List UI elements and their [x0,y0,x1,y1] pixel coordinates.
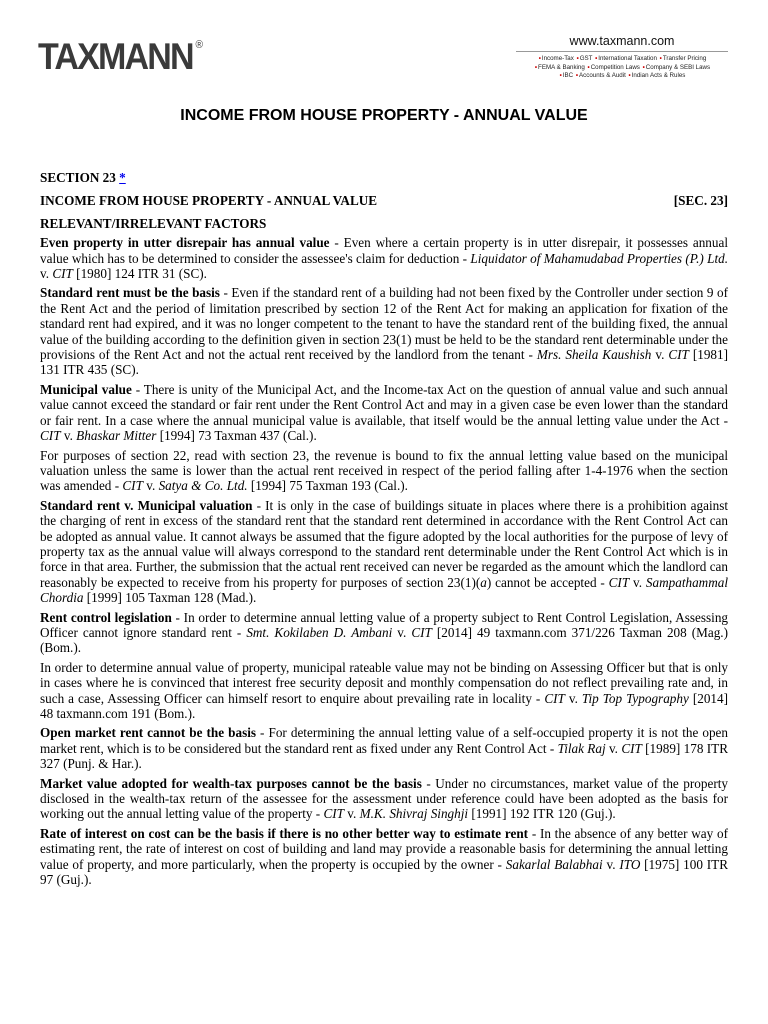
bullet-icon: • [587,63,590,71]
section-footnote-link[interactable]: * [119,170,126,185]
case-party: CIT [411,624,432,640]
citation: [1989] 178 ITR 327 (Punj. & Har.). [40,740,728,772]
practice-area-item: Company & SEBI Laws [645,63,711,71]
para-heading: Market value adopted for wealth-tax purposes cannot be the basis [40,775,422,791]
para-heading: Standard rent v. Municipal valuation [40,497,253,513]
registered-mark: ® [195,39,204,51]
bullet-icon: • [576,55,579,62]
para-text: - In order to determine annual letting value of a property subject to Rent Control Legislation, Assessing Officer cannot ignore standard rent - [40,609,729,640]
para-text: For purposes of section 22, read with section 23, the revenue is bound to fix the annual letting value based on the municipal valuation unless the same is lower than the actual rent received in respect of the period falling after 1-4-1976 when the section was amended - [40,447,728,494]
factors-heading: RELEVANT/IRRELEVANT FACTORS [40,215,267,231]
bullet-icon: • [575,72,579,80]
header-divider [516,51,728,52]
case-party: Mrs. Sheila Kaushish [536,347,652,363]
case-party: CIT [122,478,143,494]
citation: [2014] 48 taxmann.com 191 (Bom.). [40,690,728,721]
case-party: CIT [668,347,689,363]
practice-area-item: IBC [562,72,575,80]
practice-area-item: FEMA & Banking [538,63,587,71]
practice-area-item: International Taxation [598,55,659,62]
para-heading: Municipal value [40,381,132,397]
practice-areas [510,55,734,81]
versus: v. [392,624,412,640]
practice-area-item: Accounts & Audit [579,72,628,80]
paragraph-wealth-tax [40,776,728,822]
citation: [1994] 75 Taxman 193 (Cal.). [247,478,408,494]
para-text: ) cannot be accepted - [486,574,609,590]
versus: v. [629,574,646,590]
bullet-icon: • [595,55,598,62]
taxmann-logo[interactable] [38,36,204,77]
para-text: - It is only in the case of buildings situate in places where there is a prohibition against the charging of rent in excess of the standard rent that the standard rent determined in accordance with the Rent Control Act can be adopted as annual value. It cannot always be assumed that the figure adopted by the local authorities for the purpose of levy of property tax as the annual value will always correspond to the standard rent determinable under the Rent Control Act which is in force in that area. Further, the submission that the actual rent received can never be regarded as the amount which the landlord can reasonably be expected to receive from his property for purposes of section 23(1)( [40,497,728,590]
para-text: - There is unity of the Municipal Act, and the Income-tax Act on the question of annual value and such annual value cannot exceed the standard or fair rent under the Rent Control Act and may in a given case be even lower than the standard or fair rent. In a case where the annual municipal value is available, that itself would be the annual letting value under the Act - [40,381,728,428]
practice-area-item: Income-Tax [541,55,576,62]
citation: [1994] 73 Taxman 437 (Cal.). [156,428,317,444]
case-party: M.K. Shivraj Singhji [359,806,469,822]
case-party: Tip Top Typography [581,690,689,706]
versus: v. [60,428,77,444]
versus: v. [602,856,620,872]
document-body [40,170,728,887]
case-party: Satya & Co. Ltd. [158,478,248,494]
case-party: Bhaskar Mitter [76,428,157,444]
citation: [2014] 49 taxmann.com 371/226 Taxman 208 (Mag.)(Bom.). [40,624,728,656]
paragraph-standard-vs-municipal [40,498,728,606]
section-reference: [SEC. 23] [673,193,728,209]
paragraph-open-market-rent [40,725,728,771]
practice-area-item: GST [579,55,595,62]
para-text: In order to determine annual value of property, municipal rateable value may not be binding on Assessing Officer but that is only in cases where he is convinced that interest free security deposit and monthly compensation do not reflect prevailing rate and, in such a case, Assessing Officer can himself resort to enquire about prevailing rate in locality - [40,659,728,706]
case-party: CIT [544,690,565,706]
citation: [1991] 192 ITR 120 (Guj.). [468,806,616,822]
bullet-icon: • [628,72,631,80]
section-label: SECTION 23 [40,170,116,185]
case-party: CIT [40,428,61,444]
case-party: ITO [619,856,641,872]
paragraph-interest-on-cost [40,826,728,888]
paragraph-rent-control [40,610,728,656]
versus: v. [40,266,53,282]
versus: v. [605,740,622,756]
para-heading: Open market rent cannot be the basis [40,725,256,741]
case-party: Smt. Kokilaben D. Ambani [246,624,393,640]
paragraph-disrepair [40,235,728,281]
para-heading: Rate of interest on cost can be the basis if there is no other better way to estimate rent [40,825,529,841]
citation: [1975] 100 ITR 97 (Guj.). [40,856,728,888]
bullet-icon: • [559,72,562,80]
subheading-row [40,193,728,208]
para-text: - In the absence of any better way of estimating rent, the rate of interest on cost of building and land may provide a reasonable basis for determining the annual letting value of property, and more particularly, when the property is occupied by the owner - [40,825,728,872]
para-text: - For determining the annual letting value of a self-occupied property it is not the open market rent, which is to be considered but the standard rent as fixed under any Rent Control Act - [40,725,728,756]
subheading: INCOME FROM HOUSE PROPERTY - ANNUAL VALUE [40,193,378,209]
practice-area-item: Transfer Pricing [662,55,707,62]
paragraph-standard-rent [40,285,728,377]
para-heading: Even property in utter disrepair has annual value [40,235,330,251]
case-party: CIT [608,574,630,590]
citation: [1999] 105 Taxman 128 (Mad.). [83,590,257,606]
para-text: - Even if the standard rent of a building had not been fixed by the Controller under section 9 of the Rent Act and the period of limitation prescribed by section 12 of the Rent Act for making an application for fixation of the standard rent had expired, and it was no longer competent to the tenant to have the standard rent of the building fixed, the annual value of the building according to the definition given in section 23(1) must be held to be the standard rent determinable under the provisions of the Rent Act and not the actual rent received by the landlord from the tenant - [40,285,728,363]
website-link[interactable]: www.taxmann.com [569,34,675,48]
versus: v. [564,690,582,706]
case-party: CIT [52,266,73,282]
bullet-icon: • [534,63,538,71]
citation: [1980] 124 ITR 31 (SC). [72,266,207,282]
practice-areas-line-1 [510,55,734,64]
practice-area-item: Indian Acts & Rules [631,72,686,80]
case-party: Sampathammal Chordia [40,574,728,606]
practice-area-item: Competition Laws [590,63,642,71]
clause-letter: a [480,574,487,590]
citation: [1981] 131 ITR 435 (SC). [40,347,729,378]
versus: v. [142,478,159,494]
case-party: Liquidator of Mahamudabad Properties (P.) Ltd. [470,250,728,266]
case-party: CIT [621,740,642,756]
case-party: Tilak Raj [557,740,606,756]
page-header [0,0,768,100]
case-party: CIT [323,806,344,822]
page-title: INCOME FROM HOUSE PROPERTY - ANNUAL VALUE [180,107,588,124]
bullet-icon: • [538,55,541,62]
section-heading [40,170,728,185]
bullet-icon: • [642,63,645,71]
paragraph-municipal-value [40,382,728,444]
practice-areas-line-3 [510,72,734,81]
versus: v. [344,806,360,822]
para-text: - Even where a certain property is in utter disrepair, it possesses annual value which has to be determined to consider the assessee's claim for deduction - [40,235,728,266]
versus: v. [651,347,669,363]
logo-text: TAXMANN [38,36,193,77]
practice-areas-line-2 [510,64,734,73]
paragraph-section-22 [40,448,728,494]
para-heading: Rent control legislation [40,609,172,625]
bullet-icon: • [659,55,662,62]
para-heading: Standard rent must be the basis [40,285,220,301]
paragraph-rateable-value [40,660,728,722]
case-party: Sakarlal Balabhai [505,856,603,872]
para-text: - Under no circumstances, market value of the property disclosed in the wealth-tax return of the assessee for the assessment under reference could have been adopted as the basis for working out the annual letting value of the property - [40,775,728,822]
